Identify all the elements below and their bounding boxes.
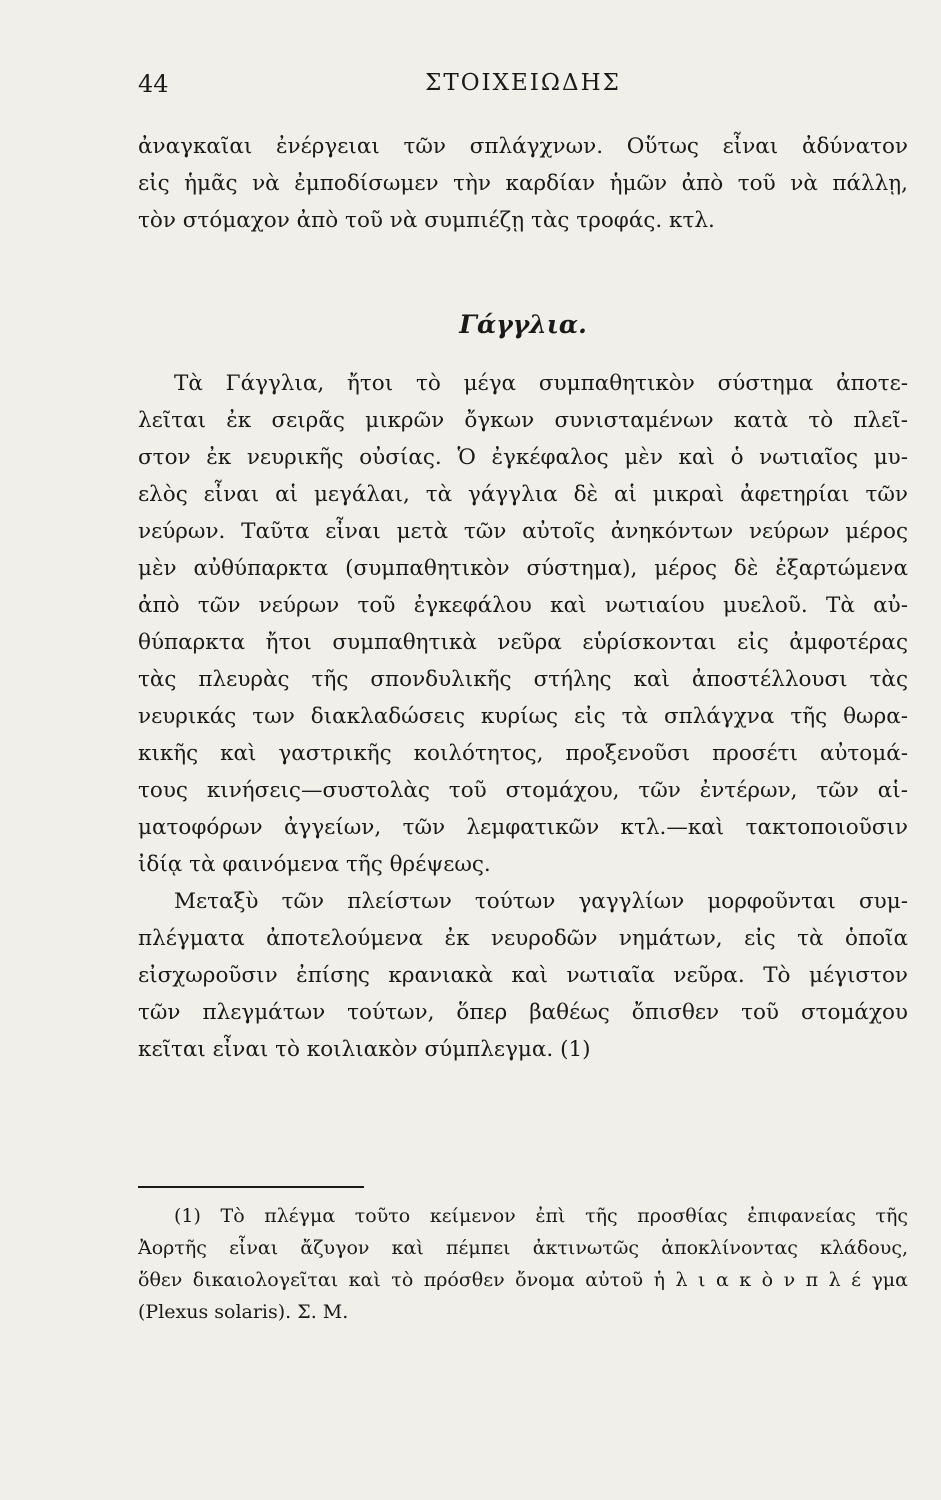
text-line: τὰς πλευρὰς τῆς σπονδυλικῆς στήλης καὶ ἀποστέλλουσι τὰς	[138, 667, 908, 692]
section-heading: Γάγγλια.	[459, 310, 587, 339]
text-line: εἰς ἡμᾶς νὰ ἐμποδίσωμεν τὴν καρδίαν ἡμῶν ἀπὸ τοῦ νὰ πάλλῃ,	[138, 171, 908, 196]
text-line: μὲν αὐθύπαρκτα (συμπαθητικὸν σύστημα), μέρος δὲ ἐξαρτώμενα	[138, 556, 908, 581]
section-spacer	[138, 239, 908, 301]
footnote-line: (Plexus solaris). Σ. Μ.	[138, 1301, 349, 1323]
footnote-line: (1) Τὸ πλέγμα τοῦτο κείμενον ἐπὶ τῆς προσθίας ἐπιφανείας τῆς	[174, 1205, 908, 1227]
text-line: τους κινήσεις—συστολὰς τοῦ στομάχου, τῶν ἐντέρων, τῶν αἱ-	[138, 778, 908, 803]
footnote-line: Ἀορτῆς εἶναι ἄζυγον καὶ πέμπει ἀκτινωτῶς ἀποκλίνοντας κλάδους,	[138, 1237, 908, 1259]
heading-gap	[138, 349, 908, 365]
text-line: ματοφόρων ἀγγείων, τῶν λεμφατικῶν κτλ.—καὶ τακτοποιοῦσιν	[138, 815, 908, 840]
body-text	[138, 128, 908, 1068]
text-line: τῶν πλεγμάτων τούτων, ὅπερ βαθέως ὄπισθεν τοῦ στομάχου	[138, 1000, 908, 1025]
text-line: λεῖται ἐκ σειρᾶς μικρῶν ὄγκων συνισταμένων κατὰ τὸ πλεῖ-	[138, 408, 908, 433]
page-header	[138, 70, 908, 110]
footnote-line: ὅθεν δικαιολογεῖται καὶ τὸ πρόσθεν ὄνομα αὐτοῦ ἡ λ ι α κ ὸ ν π λ έ γμα	[138, 1269, 908, 1291]
text-line: ἰδίᾳ τὰ φαινόμενα τῆς θρέψεως.	[138, 852, 491, 877]
footnote-rule	[138, 1186, 364, 1188]
page-number: 44	[138, 70, 169, 98]
text-line: Μεταξὺ τῶν πλείστων τούτων γαγγλίων μορφοῦνται συμ-	[174, 889, 908, 914]
text-line: κεῖται εἶναι τὸ κοιλιακὸν σύμπλεγμα. (1)	[138, 1037, 591, 1062]
text-line: ελὸς εἶναι αἱ μεγάλαι, τὰ γάγγλια δὲ αἱ μικραὶ ἀφετηρίαι τῶν	[138, 482, 908, 507]
text-line: κικῆς καὶ γαστρικῆς κοιλότητος, προξενοῦσι προσέτι αὐτομά-	[138, 741, 908, 766]
text-line: τὸν στόμαχον ἀπὸ τοῦ νὰ συμπιέζῃ τὰς τροφάς. κτλ.	[138, 208, 715, 233]
text-line: θύπαρκτα ἤτοι συμπαθητικὰ νεῦρα εὑρίσκονται εἰς ἀμφοτέρας	[138, 630, 908, 655]
text-line: στον ἐκ νευρικῆς οὐσίας. Ὁ ἐγκέφαλος μὲν καὶ ὁ νωτιαῖος μυ-	[138, 445, 908, 470]
text-line: νεύρων. Ταῦτα εἶναι μετὰ τῶν αὐτοῖς ἀνηκόντων νεύρων μέρος	[138, 519, 908, 544]
text-line: εἰσχωροῦσιν ἐπίσης κρανιακὰ καὶ νωτιαῖα νεῦρα. Τὸ μέγιστον	[138, 963, 908, 988]
text-line: πλέγματα ἀποτελούμενα ἐκ νευροδῶν νημάτων, εἰς τὰ ὁποῖα	[138, 926, 908, 951]
text-line: Τὰ Γάγγλια, ἤτοι τὸ μέγα συμπαθητικὸν σύστημα ἀποτε-	[174, 371, 908, 396]
text-line: ἀπὸ τῶν νεύρων τοῦ ἐγκεφάλου καὶ νωτιαίου μυελοῦ. Τὰ αὐ-	[138, 593, 908, 618]
text-line: νευρικάς των διακλαδώσεις κυρίως εἰς τὰ σπλάγχνα τῆς θωρα-	[138, 704, 908, 729]
text-line: ἀναγκαῖαι ἐνέργειαι τῶν σπλάγχνων. Οὕτως εἶναι ἀδύνατον	[138, 134, 908, 159]
running-head: ΣΤΟΙΧΕΙΩΔΗΣ	[425, 70, 621, 96]
footnote	[138, 1200, 908, 1328]
